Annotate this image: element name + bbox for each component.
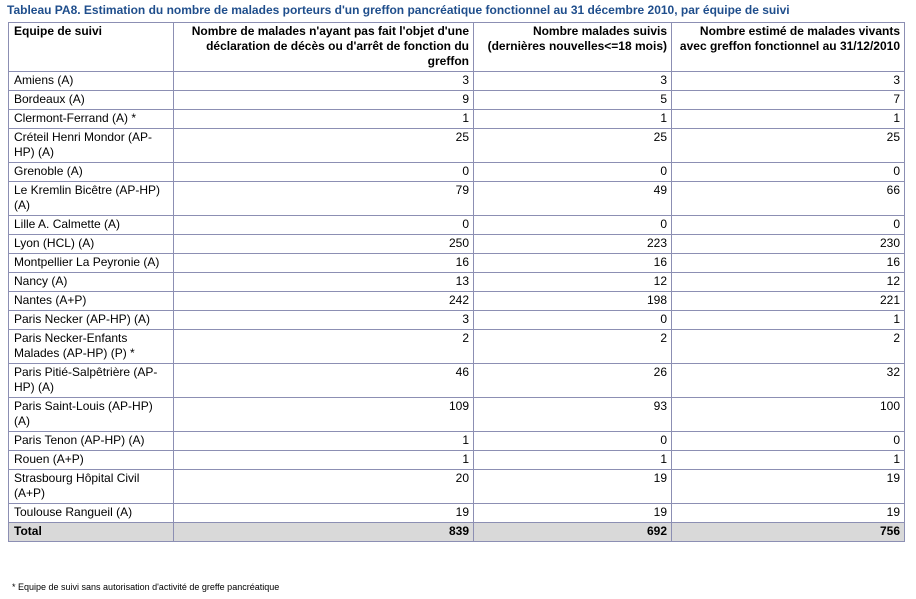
- cell-not-declared: 839: [174, 523, 474, 542]
- table-row: [9, 273, 905, 292]
- cell-followed: 19: [474, 470, 672, 504]
- cell-not-declared: 3: [174, 72, 474, 91]
- cell-team: Lyon (HCL) (A): [9, 235, 174, 254]
- header-estimated-alive: Nombre estimé de malades vivants avec greffon fonctionnel au 31/12/2010: [672, 23, 905, 72]
- cell-not-declared: 9: [174, 91, 474, 110]
- cell-estimated-alive: 66: [672, 182, 905, 216]
- cell-not-declared: 1: [174, 451, 474, 470]
- cell-not-declared: 109: [174, 398, 474, 432]
- cell-followed: 49: [474, 182, 672, 216]
- cell-team: Clermont-Ferrand (A) *: [9, 110, 174, 129]
- cell-followed: 692: [474, 523, 672, 542]
- cell-team: Rouen (A+P): [9, 451, 174, 470]
- cell-team: Montpellier La Peyronie (A): [9, 254, 174, 273]
- cell-not-declared: 250: [174, 235, 474, 254]
- cell-estimated-alive: 25: [672, 129, 905, 163]
- cell-not-declared: 2: [174, 330, 474, 364]
- table-row: [9, 311, 905, 330]
- cell-team: Paris Necker (AP-HP) (A): [9, 311, 174, 330]
- cell-followed: 0: [474, 311, 672, 330]
- cell-team: Strasbourg Hôpital Civil (A+P): [9, 470, 174, 504]
- cell-followed: 19: [474, 504, 672, 523]
- cell-estimated-alive: 16: [672, 254, 905, 273]
- cell-not-declared: 25: [174, 129, 474, 163]
- cell-estimated-alive: 0: [672, 163, 905, 182]
- pancreas-graft-table: [8, 22, 905, 542]
- cell-followed: 2: [474, 330, 672, 364]
- cell-estimated-alive: 230: [672, 235, 905, 254]
- cell-team: Lille A. Calmette (A): [9, 216, 174, 235]
- cell-estimated-alive: 221: [672, 292, 905, 311]
- cell-team: Total: [9, 523, 174, 542]
- cell-team: Le Kremlin Bicêtre (AP-HP) (A): [9, 182, 174, 216]
- cell-team: Bordeaux (A): [9, 91, 174, 110]
- cell-team: Toulouse Rangueil (A): [9, 504, 174, 523]
- cell-followed: 1: [474, 110, 672, 129]
- cell-estimated-alive: 19: [672, 504, 905, 523]
- cell-estimated-alive: 100: [672, 398, 905, 432]
- table-row: [9, 110, 905, 129]
- cell-followed: 5: [474, 91, 672, 110]
- cell-not-declared: 20: [174, 470, 474, 504]
- cell-not-declared: 16: [174, 254, 474, 273]
- cell-followed: 3: [474, 72, 672, 91]
- header-not-declared: Nombre de malades n'ayant pas fait l'objet d'une déclaration de décès ou d'arrêt de fonction du greffon: [174, 23, 474, 72]
- cell-followed: 198: [474, 292, 672, 311]
- cell-estimated-alive: 756: [672, 523, 905, 542]
- table-row: [9, 451, 905, 470]
- table-row: [9, 254, 905, 273]
- table-row: [9, 504, 905, 523]
- total-row: [9, 523, 905, 542]
- header-followed: Nombre malades suivis (dernières nouvelles<=18 mois): [474, 23, 672, 72]
- cell-followed: 223: [474, 235, 672, 254]
- cell-followed: 93: [474, 398, 672, 432]
- cell-team: Amiens (A): [9, 72, 174, 91]
- cell-not-declared: 46: [174, 364, 474, 398]
- table-caption: Tableau PA8. Estimation du nombre de malades porteurs d'un greffon pancréatique fonctionnel au 31 décembre 2010, par équipe de suivi: [7, 3, 790, 17]
- cell-estimated-alive: 19: [672, 470, 905, 504]
- footnote: * Equipe de suivi sans autorisation d'activité de greffe pancréatique: [12, 582, 280, 592]
- cell-followed: 25: [474, 129, 672, 163]
- cell-estimated-alive: 1: [672, 110, 905, 129]
- table-row: [9, 72, 905, 91]
- cell-not-declared: 0: [174, 163, 474, 182]
- cell-estimated-alive: 7: [672, 91, 905, 110]
- cell-estimated-alive: 1: [672, 451, 905, 470]
- table-row: [9, 432, 905, 451]
- cell-followed: 0: [474, 432, 672, 451]
- cell-estimated-alive: 0: [672, 216, 905, 235]
- cell-not-declared: 242: [174, 292, 474, 311]
- header-team: Equipe de suivi: [9, 23, 174, 72]
- cell-team: Paris Pitié-Salpêtrière (AP-HP) (A): [9, 364, 174, 398]
- cell-estimated-alive: 12: [672, 273, 905, 292]
- cell-followed: 1: [474, 451, 672, 470]
- cell-team: Nancy (A): [9, 273, 174, 292]
- table-row: [9, 470, 905, 504]
- cell-not-declared: 1: [174, 110, 474, 129]
- cell-estimated-alive: 0: [672, 432, 905, 451]
- cell-team: Nantes (A+P): [9, 292, 174, 311]
- cell-estimated-alive: 1: [672, 311, 905, 330]
- cell-not-declared: 19: [174, 504, 474, 523]
- cell-not-declared: 0: [174, 216, 474, 235]
- table-row: [9, 163, 905, 182]
- cell-team: Paris Necker-Enfants Malades (AP-HP) (P) *: [9, 330, 174, 364]
- table-row: [9, 398, 905, 432]
- cell-team: Grenoble (A): [9, 163, 174, 182]
- cell-not-declared: 3: [174, 311, 474, 330]
- cell-estimated-alive: 2: [672, 330, 905, 364]
- cell-followed: 0: [474, 216, 672, 235]
- table-header-row: [9, 23, 905, 72]
- cell-not-declared: 1: [174, 432, 474, 451]
- table-row: [9, 364, 905, 398]
- table-row: [9, 330, 905, 364]
- cell-not-declared: 79: [174, 182, 474, 216]
- cell-followed: 0: [474, 163, 672, 182]
- table-row: [9, 182, 905, 216]
- table-row: [9, 292, 905, 311]
- table-row: [9, 91, 905, 110]
- cell-team: Créteil Henri Mondor (AP-HP) (A): [9, 129, 174, 163]
- cell-followed: 12: [474, 273, 672, 292]
- table-row: [9, 235, 905, 254]
- cell-followed: 16: [474, 254, 672, 273]
- cell-estimated-alive: 32: [672, 364, 905, 398]
- table-row: [9, 129, 905, 163]
- cell-team: Paris Tenon (AP-HP) (A): [9, 432, 174, 451]
- cell-team: Paris Saint-Louis (AP-HP) (A): [9, 398, 174, 432]
- table-row: [9, 216, 905, 235]
- cell-followed: 26: [474, 364, 672, 398]
- cell-estimated-alive: 3: [672, 72, 905, 91]
- cell-not-declared: 13: [174, 273, 474, 292]
- table-body: [9, 72, 905, 542]
